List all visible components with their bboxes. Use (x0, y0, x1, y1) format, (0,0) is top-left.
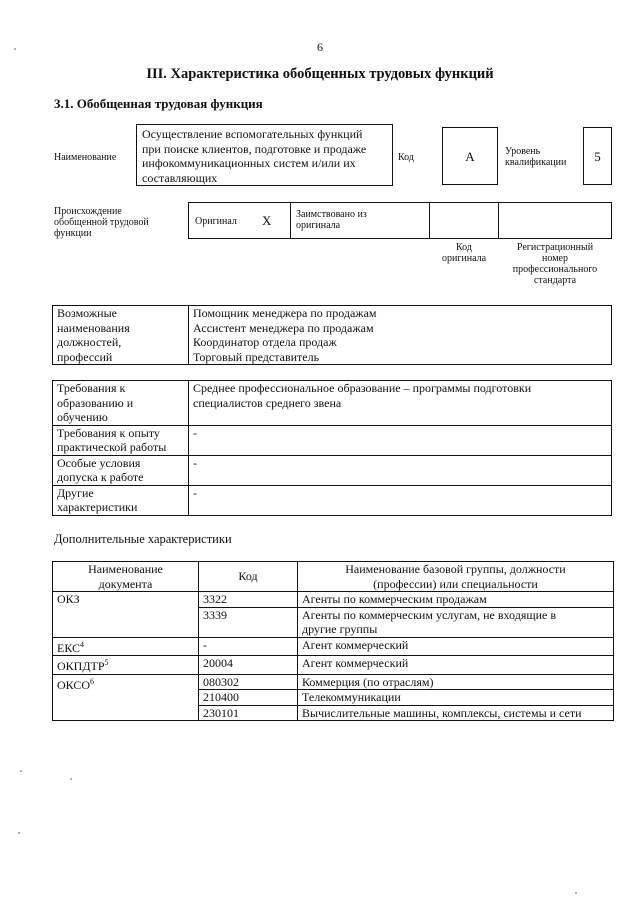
origin-label (54, 206, 149, 239)
positions-table (52, 305, 612, 365)
requirement-value-line: специалистов среднего звена (193, 395, 342, 410)
table-row (53, 637, 614, 656)
requirement-label-line: Особые условия (57, 455, 141, 470)
header-doc (53, 562, 199, 592)
scan-speck (20, 770, 22, 772)
doc-cell (53, 592, 199, 638)
doc-name: ОКПДТР (57, 659, 105, 673)
requirement-label (53, 485, 189, 515)
table-row (53, 592, 614, 608)
positions-label-line: Возможные (57, 306, 117, 320)
code-box (442, 127, 498, 185)
positions-label-line: должностей, (57, 335, 122, 349)
scan-speck (70, 778, 72, 780)
level-label-line: Уровень (505, 146, 541, 157)
table-row (53, 425, 612, 455)
table-header-row (53, 562, 614, 592)
doc-cell (53, 674, 199, 721)
code-cell: 230101 (199, 705, 298, 721)
scan-speck (575, 892, 577, 894)
requirement-label-line: характеристики (57, 500, 138, 514)
header-code: Код (199, 562, 298, 592)
positions-label-line: профессий (57, 349, 113, 364)
doc-footnote: 4 (80, 639, 85, 649)
function-name-box (136, 124, 393, 186)
name-cell (298, 674, 614, 690)
name-cell (298, 705, 614, 721)
header-name-line: Наименование базовой группы, должности (345, 562, 566, 576)
requirement-value (189, 381, 612, 426)
requirement-label (53, 381, 189, 426)
level-label-line: квалификации (505, 157, 567, 168)
origin-label-line: функции (54, 228, 92, 239)
code-cell: 20004 (199, 656, 298, 675)
name-cell (298, 607, 614, 637)
original-box (188, 202, 291, 239)
reg-number-box (498, 202, 612, 239)
position-item: Помощник менеджера по продажам (193, 306, 377, 320)
name-line: Агенты по коммерческим продажам (302, 592, 487, 606)
doc-name: ЕКС (57, 640, 81, 655)
requirement-label-line: Требования к опыту (57, 425, 160, 440)
positions-list (189, 306, 612, 365)
name-line: Агенты по коммерческим услугам, не входящие в (302, 607, 556, 622)
doc-cell (53, 656, 199, 675)
scan-speck (14, 48, 16, 50)
doc-footnote: 5 (104, 658, 109, 667)
requirement-label-line: образованию и (57, 395, 134, 410)
origin-label-line: обобщенной трудовой (54, 217, 149, 228)
requirement-value (189, 425, 612, 455)
requirement-value-line: - (193, 455, 197, 470)
doc-footnote: 6 (90, 676, 95, 686)
position-item: Торговый представитель (193, 349, 320, 364)
header-name (298, 562, 614, 592)
name-line: Коммерция (по отраслям) (302, 674, 434, 689)
reg-number-caption-line: Регистрационный (516, 242, 594, 253)
positions-label-line: наименования (57, 320, 130, 335)
doc-name: ОКСО (57, 677, 91, 692)
requirement-value (189, 485, 612, 515)
header-doc-line: документа (98, 576, 153, 591)
subsection-title: 3.1. Обобщенная трудовая функция (54, 96, 263, 111)
requirement-label (53, 425, 189, 455)
code-cell: 080302 (199, 674, 298, 690)
requirement-label-line: обучению (57, 410, 108, 424)
function-name-line: инфокоммуникационных систем и/или их (142, 156, 356, 170)
table-row (53, 674, 614, 690)
requirement-value (189, 455, 612, 485)
table-row (53, 656, 614, 675)
reg-number-caption-line: профессионального (512, 264, 598, 275)
name-line: Вычислительные машины, комплексы, системы и сети (302, 705, 582, 720)
code-value: А (465, 149, 475, 164)
requirement-label-line: допуска к работе (57, 470, 144, 484)
code-cell: 3322 (199, 592, 298, 608)
code-original-caption-line: оригинала (441, 253, 487, 264)
requirement-label (53, 455, 189, 485)
header-name-line: (профессии) или специальности (373, 576, 538, 591)
additional-table (52, 561, 614, 721)
name-line: другие группы (302, 622, 378, 636)
name-line: Агент коммерческий (302, 637, 409, 652)
borrowed-label (291, 203, 429, 231)
level-box (583, 127, 612, 185)
level-value: 5 (594, 149, 601, 164)
scan-speck (18, 832, 20, 834)
reg-number-caption (498, 242, 612, 286)
requirement-label-line: Требования к (57, 381, 126, 395)
requirement-label-line: Другие (57, 485, 94, 500)
borrowed-label-line: Заимствовано из (296, 209, 367, 220)
borrowed-box (290, 202, 430, 239)
name-line: Агент коммерческий (302, 656, 409, 670)
name-cell (298, 690, 614, 706)
code-cell: 3339 (199, 607, 298, 637)
code-original-box (429, 202, 499, 239)
borrowed-label-line: оригинала (296, 220, 341, 231)
section-title: III. Характеристика обобщенных трудовых функций (146, 66, 494, 82)
origin-label-line: Происхождение (54, 206, 122, 217)
table-row (53, 306, 612, 365)
function-name-text (137, 125, 392, 185)
name-cell (298, 656, 614, 675)
doc-name: ОКЗ (57, 592, 80, 606)
name-label: Наименование (54, 152, 117, 163)
reg-number-caption-line: стандарта (533, 275, 577, 286)
additional-title: Дополнительные характеристики (54, 532, 232, 546)
code-original-caption (429, 242, 499, 264)
function-name-line: Осуществление вспомогательных функций (142, 127, 363, 141)
requirement-value-line: Среднее профессиональное образование – программы подготовки (193, 381, 532, 395)
position-item: Ассистент менеджера по продажам (193, 320, 374, 335)
position-item: Координатор отдела продаж (193, 335, 337, 349)
name-cell (298, 637, 614, 656)
doc-cell (53, 637, 199, 656)
requirement-label-line: практической работы (57, 440, 167, 454)
table-row (53, 485, 612, 515)
requirement-value-line: - (193, 425, 197, 440)
code-cell: - (199, 637, 298, 656)
reg-number-caption-line: номер (542, 253, 568, 264)
original-label: Оригинал (195, 216, 237, 227)
requirements-table (52, 380, 612, 516)
code-original-caption-line: Код (456, 242, 472, 253)
requirement-value-line: - (193, 485, 197, 500)
name-line: Телекоммуникации (302, 690, 401, 704)
positions-label (53, 306, 189, 365)
header-doc-line: Наименование (88, 562, 163, 576)
code-label: Код (398, 152, 414, 163)
table-row (53, 381, 612, 426)
code-cell: 210400 (199, 690, 298, 706)
level-label (505, 146, 566, 168)
function-name-line: при поиске клиентов, подготовке и продаже (142, 141, 367, 156)
name-cell (298, 592, 614, 608)
table-row (53, 455, 612, 485)
original-mark: X (262, 213, 272, 228)
function-name-line: составляющих (142, 170, 218, 185)
page-number: 6 (317, 40, 323, 54)
